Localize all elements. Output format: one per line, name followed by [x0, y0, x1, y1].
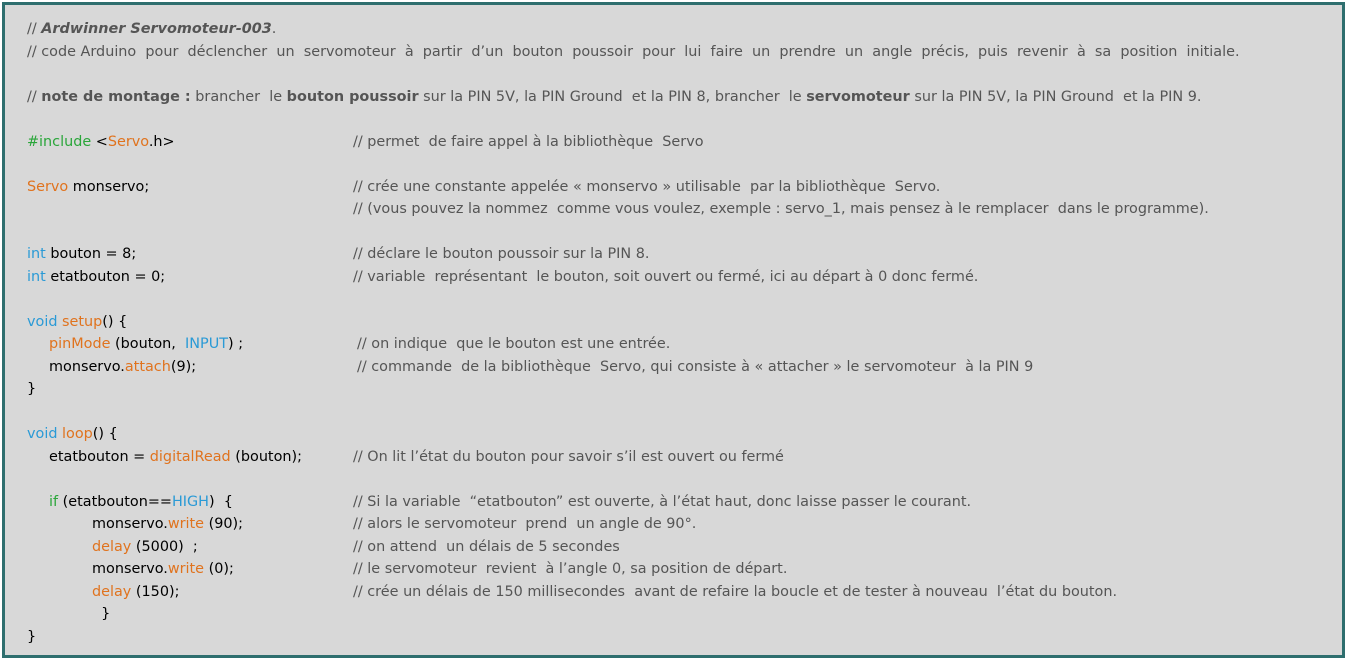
code-line — [27, 513, 1337, 536]
inline-comment: // le servomoteur revient à l’angle 0, sa position de départ. — [353, 561, 788, 577]
code-token: } — [27, 628, 37, 645]
code-line — [27, 333, 1337, 356]
blank-line — [27, 221, 1337, 244]
code-text — [27, 449, 302, 465]
code-token: INPUT — [185, 336, 229, 352]
code-token: brancher le — [190, 88, 287, 105]
code-token: monservo. — [92, 561, 168, 577]
code-line — [27, 423, 1337, 446]
code-line — [27, 18, 1337, 41]
code-token: // code Arduino pour déclencher un servomoteur à partir d’un bouton poussoir pour lui faire un prendre un angle précis, puis revenir à sa position initiale. — [27, 43, 1240, 60]
code-token: ) { — [209, 493, 233, 510]
code-listing — [27, 18, 1337, 648]
code-line — [27, 131, 1337, 154]
inline-comment: // variable représentant le bouton, soit ouvert ou fermé, ici au départ à 0 donc fermé. — [353, 268, 979, 285]
code-token: (9); — [170, 358, 197, 375]
code-line — [27, 311, 1337, 334]
code-line — [27, 378, 1337, 401]
blank-line — [27, 401, 1337, 424]
code-token: etatbouton = 0; — [45, 268, 166, 285]
code-token: void — [27, 313, 58, 330]
code-token: (bouton); — [230, 448, 302, 465]
code-token: Ardwinner Servomoteur-003 — [41, 21, 272, 37]
code-token: (0); — [204, 561, 234, 577]
code-text — [27, 336, 243, 352]
blank-line — [27, 288, 1337, 311]
code-token: (bouton, — [110, 336, 186, 352]
code-token: write — [167, 516, 205, 532]
code-text — [27, 561, 234, 577]
code-token: monservo. — [92, 516, 168, 532]
code-text — [27, 179, 149, 195]
code-line — [27, 356, 1337, 379]
code-token: write — [167, 561, 205, 577]
inline-comment: // Si la variable “etatbouton” est ouverte, à l’état haut, donc laisse passer le courant. — [353, 493, 972, 510]
code-line — [27, 446, 1337, 469]
code-token: ) ; — [228, 336, 244, 352]
code-token: note de montage : — [41, 88, 191, 105]
code-text — [27, 629, 36, 645]
blank-line — [27, 108, 1337, 131]
code-token: attach — [124, 358, 171, 375]
code-token: pinMode — [49, 336, 111, 352]
code-token: .h> — [148, 133, 175, 150]
code-token: bouton = 8; — [45, 246, 137, 262]
code-token: (etatbouton== — [58, 493, 172, 510]
code-token: () { — [102, 313, 128, 330]
code-line — [27, 41, 1337, 64]
code-token: servomoteur — [806, 88, 910, 105]
code-token: void — [27, 426, 58, 442]
code-text — [27, 539, 198, 555]
blank-line — [27, 468, 1337, 491]
code-text — [27, 134, 175, 150]
code-token: (90); — [204, 516, 244, 532]
code-text — [27, 246, 136, 262]
code-token: () { — [92, 426, 118, 442]
code-text — [27, 269, 165, 285]
code-text — [27, 314, 127, 330]
inline-comment: // déclare le bouton poussoir sur la PIN 8. — [353, 246, 650, 262]
code-text — [27, 381, 36, 397]
code-line — [27, 86, 1337, 109]
code-token: Servo — [107, 133, 149, 150]
code-text — [27, 359, 196, 375]
code-token: } — [27, 381, 37, 397]
code-text — [27, 494, 233, 510]
code-text — [27, 426, 118, 442]
blank-line — [27, 153, 1337, 176]
code-token: . — [271, 21, 277, 37]
code-token: monservo. — [49, 358, 125, 375]
code-text — [27, 89, 1201, 105]
code-token: #include — [27, 133, 92, 150]
inline-comment: // crée un délais de 150 millisecondes avant de refaire la boucle et de tester à nouveau l’état du bouton. — [353, 583, 1118, 600]
code-token: < — [91, 133, 108, 150]
code-token: (150); — [131, 583, 180, 600]
code-line — [27, 198, 1337, 221]
code-line — [27, 536, 1337, 559]
code-token: int — [27, 268, 46, 285]
code-text — [27, 516, 243, 532]
code-token: Servo — [27, 178, 69, 195]
code-text — [27, 584, 179, 600]
code-text — [27, 606, 110, 622]
inline-comment: // permet de faire appel à la bibliothèque Servo — [353, 133, 704, 150]
code-token: } — [92, 606, 111, 622]
code-panel — [2, 2, 1345, 658]
code-line — [27, 558, 1337, 581]
code-line — [27, 626, 1337, 649]
code-line — [27, 266, 1337, 289]
code-token: monservo; — [68, 178, 150, 195]
code-line — [27, 243, 1337, 266]
code-token: loop — [62, 426, 93, 442]
inline-comment: // crée une constante appelée « monservo » utilisable par la bibliothèque Servo. — [353, 178, 941, 195]
code-line — [27, 581, 1337, 604]
code-line — [27, 603, 1337, 626]
inline-comment: // (vous pouvez la nommez comme vous voulez, exemple : servo_1, mais pensez à le remplacer dans le programme). — [353, 201, 1209, 217]
code-text — [27, 21, 276, 37]
code-token: sur la PIN 5V, la PIN Ground et la PIN 8, brancher le — [418, 88, 807, 105]
inline-comment: // commande de la bibliothèque Servo, qui consiste à « attacher » le servomoteur à la PIN 9 — [357, 358, 1034, 375]
code-token: etatbouton = — [49, 448, 150, 465]
code-token: HIGH — [171, 493, 210, 510]
inline-comment: // alors le servomoteur prend un angle de 90°. — [353, 516, 697, 532]
code-token: setup — [62, 313, 103, 330]
code-token: int — [27, 246, 46, 262]
inline-comment: // on indique que le bouton est une entrée. — [357, 336, 671, 352]
code-token: if — [49, 493, 59, 510]
code-text — [27, 44, 1240, 60]
code-line — [27, 491, 1337, 514]
code-token: (5000) ; — [131, 538, 198, 555]
code-line — [27, 176, 1337, 199]
code-token: digitalRead — [149, 448, 231, 465]
inline-comment: // on attend un délais de 5 secondes — [353, 538, 620, 555]
blank-line — [27, 63, 1337, 86]
code-token: sur la PIN 5V, la PIN Ground et la PIN 9. — [909, 88, 1202, 105]
code-token: // — [27, 88, 42, 105]
code-token: // — [27, 21, 42, 37]
inline-comment: // On lit l’état du bouton pour savoir s’il est ouvert ou fermé — [353, 448, 784, 465]
code-token: delay — [92, 583, 132, 600]
code-token: delay — [92, 538, 132, 555]
code-token: bouton poussoir — [286, 88, 419, 105]
